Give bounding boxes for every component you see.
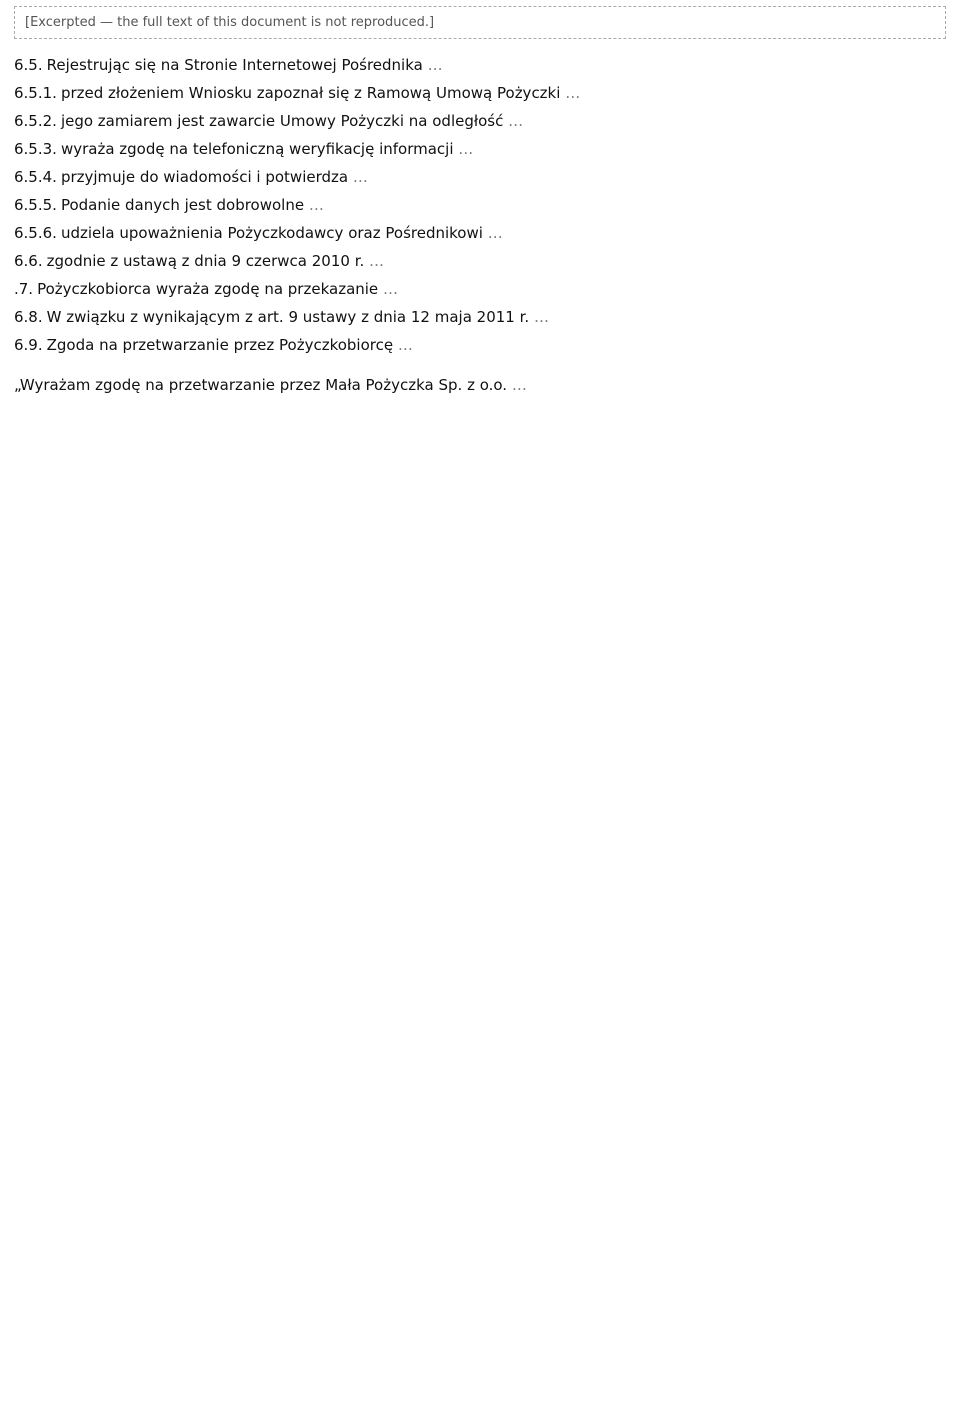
paragraph-number: 6.6. xyxy=(14,252,43,270)
paragraph xyxy=(14,193,946,217)
paragraph-number: 6.5.5. xyxy=(14,196,57,214)
consent-quote-ellipsis: … xyxy=(511,376,527,394)
paragraph-ellipsis: … xyxy=(369,252,385,270)
paragraph-ellipsis: … xyxy=(533,308,549,326)
paragraph-number: 6.8. xyxy=(14,308,43,326)
paragraph-ellipsis: … xyxy=(565,84,581,102)
paragraph xyxy=(14,305,946,329)
paragraph xyxy=(14,81,946,105)
paragraph-text: wyraża zgodę na telefoniczną weryfikację informacji xyxy=(60,140,454,158)
paragraph-text: Zgoda na przetwarzanie przez Pożyczkobiorcę xyxy=(46,336,394,354)
paragraph-text: Pożyczkobiorca wyraża zgodę na przekazanie xyxy=(37,280,379,298)
paragraph-ellipsis: … xyxy=(487,224,503,242)
paragraph xyxy=(14,277,946,301)
paragraph-ellipsis: … xyxy=(352,168,368,186)
paragraph xyxy=(14,137,946,161)
paragraph-text: udziela upoważnienia Pożyczkodawcy oraz Pośrednikowi xyxy=(60,224,483,242)
paragraph xyxy=(14,333,946,357)
paragraph xyxy=(14,53,946,77)
paragraph-number: 6.5.2. xyxy=(14,112,57,130)
paragraph-text: przed złożeniem Wniosku zapoznał się z Ramową Umową Pożyczki xyxy=(60,84,561,102)
paragraph-number: 6.5.6. xyxy=(14,224,57,242)
paragraph xyxy=(14,165,946,189)
paragraph-ellipsis: … xyxy=(458,140,474,158)
paragraph-ellipsis: … xyxy=(308,196,324,214)
paragraph-number: 6.9. xyxy=(14,336,43,354)
paragraph-text: W związku z wynikającym z art. 9 ustawy z dnia 12 maja 2011 r. xyxy=(46,308,530,326)
paragraph-list xyxy=(14,53,946,357)
consent-quote xyxy=(14,373,946,397)
paragraph-number: 6.5.3. xyxy=(14,140,57,158)
excerpt-notice: [Excerpted — the full text of this document is not reproduced.] xyxy=(14,6,946,39)
paragraph-ellipsis: … xyxy=(427,56,443,74)
paragraph-number: 6.5.4. xyxy=(14,168,57,186)
paragraph-text: Podanie danych jest dobrowolne xyxy=(60,196,305,214)
paragraph-number: .7. xyxy=(14,280,34,298)
paragraph xyxy=(14,109,946,133)
consent-quote-text: „Wyrażam zgodę na przetwarzanie przez Mała Pożyczka Sp. z o.o. xyxy=(14,376,508,394)
paragraph-number: 6.5. xyxy=(14,56,43,74)
paragraph xyxy=(14,221,946,245)
paragraph-ellipsis: … xyxy=(382,280,398,298)
paragraph-text: Rejestrując się na Stronie Internetowej Pośrednika xyxy=(46,56,423,74)
paragraph-ellipsis: … xyxy=(508,112,524,130)
paragraph-number: 6.5.1. xyxy=(14,84,57,102)
paragraph-text: zgodnie z ustawą z dnia 9 czerwca 2010 r. xyxy=(46,252,365,270)
paragraph-text: przyjmuje do wiadomości i potwierdza xyxy=(60,168,349,186)
paragraph xyxy=(14,249,946,273)
paragraph-ellipsis: … xyxy=(397,336,413,354)
paragraph-text: jego zamiarem jest zawarcie Umowy Pożyczki na odległość xyxy=(60,112,504,130)
